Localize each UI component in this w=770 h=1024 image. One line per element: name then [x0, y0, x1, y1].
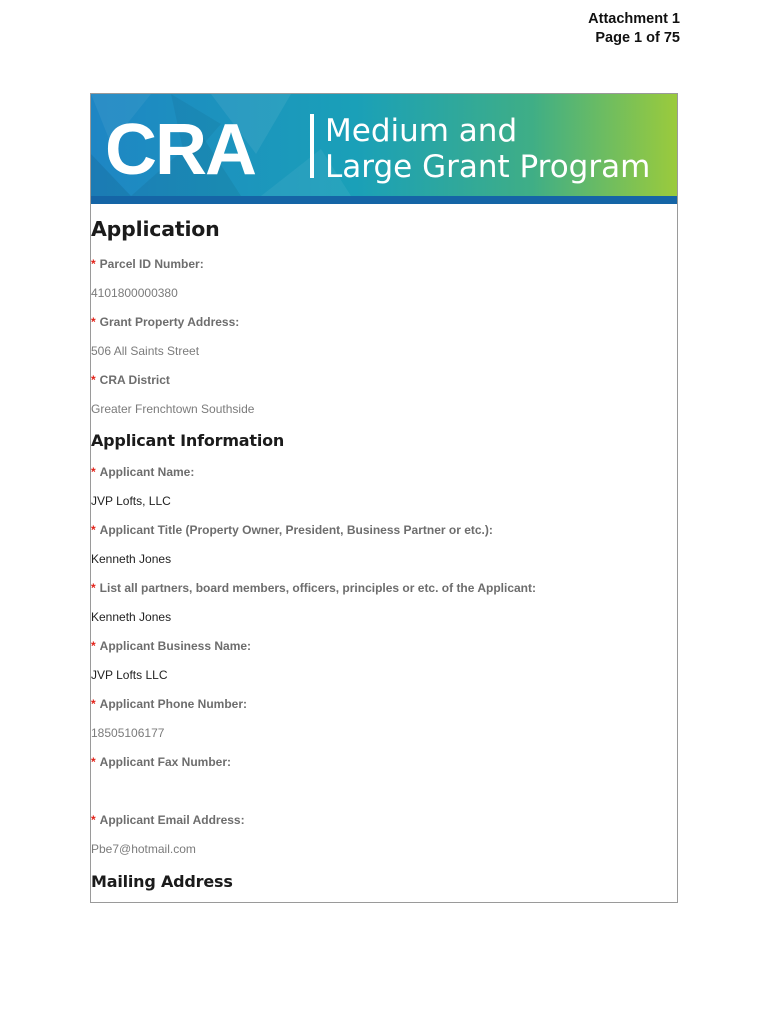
field-phone-label: * Applicant Phone Number:	[91, 697, 248, 711]
field-business-name-value: JVP Lofts LLC	[91, 668, 168, 682]
field-business-name-label: * Applicant Business Name:	[91, 639, 252, 653]
attachment-header	[588, 10, 680, 48]
attachment-label: Attachment 1	[588, 11, 680, 27]
field-phone-value: 18505106177	[91, 726, 165, 740]
field-applicant-name-value: JVP Lofts, LLC	[91, 494, 171, 508]
application-form	[90, 93, 678, 903]
field-address-value: 506 All Saints Street	[91, 344, 200, 358]
banner-line-2: Large Grant Program	[325, 149, 651, 185]
applicant-heading: Applicant Information	[91, 431, 285, 450]
field-email-label: * Applicant Email Address:	[91, 813, 245, 827]
field-applicant-title-label: * Applicant Title (Property Owner, President, Business Partner or etc.):	[91, 523, 493, 537]
page-number: Page 1 of 75	[595, 30, 680, 46]
field-district-label: * CRA District	[91, 373, 170, 387]
field-address-label: * Grant Property Address:	[91, 315, 240, 329]
field-applicant-name-label: * Applicant Name:	[91, 465, 195, 479]
field-parcel-value: 4101800000380	[91, 286, 178, 300]
field-parcel-label: * Parcel ID Number:	[91, 257, 204, 271]
banner-graphic	[91, 94, 677, 204]
banner-line-1: Medium and	[325, 113, 518, 149]
cra-logo: CRA	[105, 110, 255, 190]
field-email-value: Pbe7@hotmail.com	[91, 842, 196, 856]
field-applicant-title-value: Kenneth Jones	[91, 552, 172, 566]
mailing-address-heading: Mailing Address	[91, 872, 233, 891]
application-heading: Application	[91, 217, 220, 241]
field-district-value: Greater Frenchtown Southside	[91, 402, 255, 416]
program-banner	[91, 94, 677, 204]
field-partners-label: * List all partners, board members, officers, principles or etc. of the Applicant:	[91, 581, 536, 595]
field-fax-label: * Applicant Fax Number:	[91, 755, 232, 769]
field-partners-value: Kenneth Jones	[91, 610, 172, 624]
